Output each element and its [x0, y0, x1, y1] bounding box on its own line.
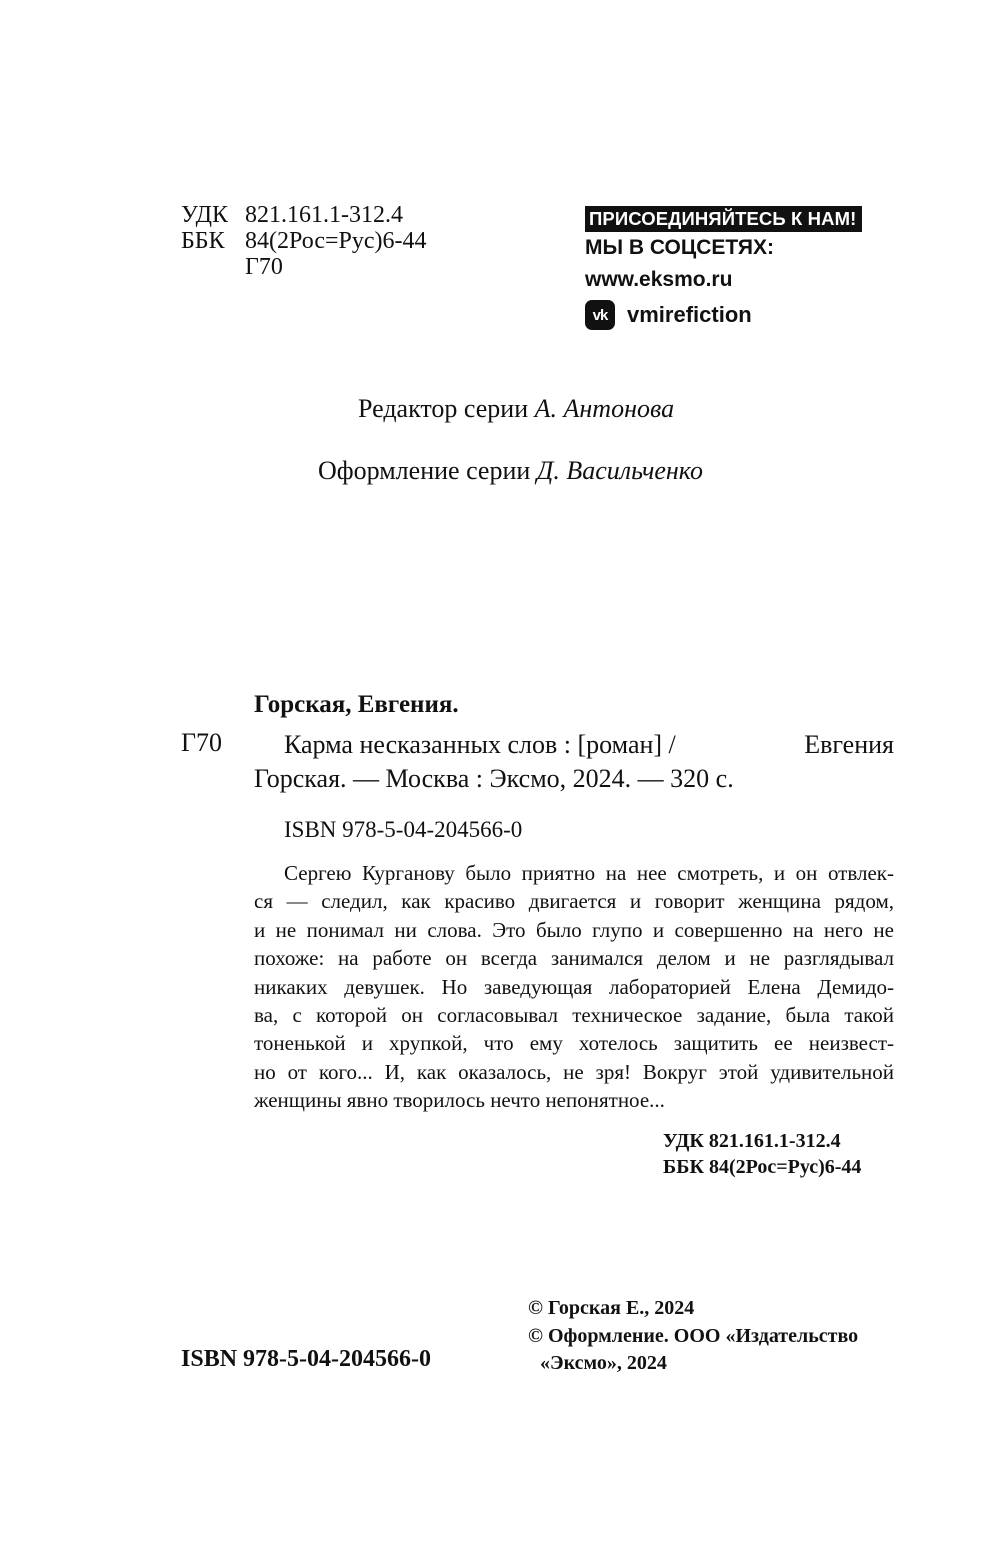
classification-block [181, 202, 427, 280]
vk-link[interactable] [585, 298, 862, 332]
bib-line-2: Горская. — Москва : Эксмо, 2024. — 320 с. [254, 764, 734, 793]
udk-value: 821.161.1-312.4 [245, 202, 403, 228]
bbk-label: ББК [181, 228, 225, 254]
bibliographic-description [254, 728, 894, 796]
author-heading: Горская, Евгения. [254, 691, 459, 718]
editor-role: Редактор серии [358, 394, 529, 423]
annotation-line: ва, с которой он согласовывал техническое задание, была такой [254, 1002, 894, 1027]
design-name: Д. Васильченко [536, 456, 703, 485]
vk-icon: vk [585, 300, 615, 330]
bib-line-1-left: Карма несказанных слов : [роман] / [284, 730, 676, 759]
series-design-credit [318, 456, 703, 486]
bib-line-1-right: Евгения [804, 730, 894, 759]
annotation-line: женщины явно творилось нечто непонятное... [254, 1088, 665, 1113]
vk-handle: vmirefiction [627, 302, 752, 327]
catalog-code: Г70 [181, 728, 223, 757]
classification-bottom [663, 1128, 861, 1180]
series-editor-credit [358, 394, 674, 424]
join-us-banner: ПРИСОЕДИНЯЙТЕСЬ К НАМ! [585, 206, 862, 232]
annotation-line: похоже: на работе он всегда занимался делом и не разглядывал [254, 946, 894, 971]
udk-row [181, 202, 427, 228]
annotation [254, 859, 894, 1115]
annotation-line: но от кого... И, как оказалось, не зря! Вокруг этой удивительной [254, 1059, 894, 1084]
editor-name: А. Антонова [534, 394, 675, 423]
bib-line-1 [254, 728, 894, 762]
annotation-line: ся — следил, как красиво двигается и говорит женщина рядом, [254, 889, 894, 914]
design-role: Оформление серии [318, 456, 531, 485]
annotation-line: Сергею Курганову было приятно на нее смотреть, и он отвлек- [284, 861, 894, 885]
copyright-block [528, 1295, 858, 1378]
author-mark: Г70 [245, 254, 283, 280]
isbn-record: ISBN 978-5-04-204566-0 [284, 817, 523, 842]
copyright-author: © Горская Е., 2024 [528, 1297, 695, 1319]
annotation-line: тоненькой и хрупкой, что ему хотелось защитить ее неизвест- [254, 1031, 894, 1056]
copyright-design: © Оформление. ООО «Издательство [528, 1324, 859, 1347]
bbk-bottom: ББК 84(2Рос=Рус)6-44 [663, 1156, 862, 1178]
website-link[interactable]: www.eksmo.ru [585, 268, 733, 291]
annotation-line: никаких девушек. Но заведующая лабораторией Елена Демидо- [254, 974, 894, 999]
social-subtitle: МЫ В СОЦСЕТЯХ: [585, 236, 775, 259]
social-block [585, 206, 862, 332]
udk-bottom: УДК 821.161.1-312.4 [663, 1130, 841, 1152]
udk-label: УДК [181, 202, 228, 228]
isbn-bottom: ISBN 978-5-04-204566-0 [181, 1346, 431, 1372]
annotation-line: и не понимал ни слова. Это было глупо и совершенно на него не [254, 917, 894, 942]
author-mark-row [181, 254, 427, 280]
bbk-row [181, 228, 427, 254]
bbk-value: 84(2Рос=Рус)6-44 [245, 228, 427, 254]
copyright-publisher: «Эксмо», 2024 [540, 1352, 667, 1374]
